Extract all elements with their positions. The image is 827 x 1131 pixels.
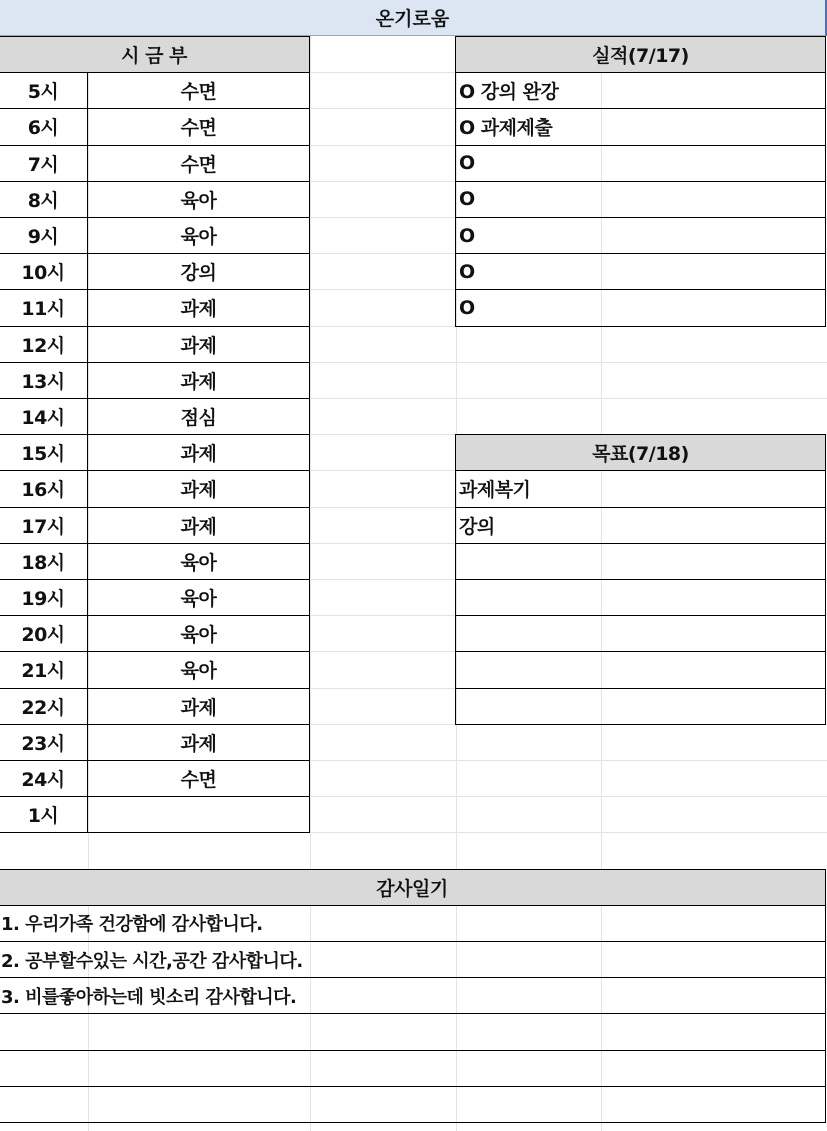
schedule-activity-cell[interactable]: 점심 (87, 398, 310, 435)
schedule-activity-cell[interactable]: 강의 (87, 253, 310, 290)
schedule-activity-cell[interactable]: 과제 (87, 362, 310, 399)
schedule-time-cell[interactable]: 5시 (0, 72, 88, 109)
goal-item[interactable] (455, 543, 826, 580)
goal-item[interactable] (455, 651, 826, 688)
schedule-time-cell[interactable]: 6시 (0, 108, 88, 145)
schedule-time-cell[interactable]: 13시 (0, 362, 88, 399)
schedule-time-cell[interactable]: 24시 (0, 760, 88, 797)
schedule-time-cell[interactable]: 20시 (0, 615, 88, 652)
sheet-title[interactable]: 온기로움 (0, 0, 827, 36)
schedule-time-cell[interactable]: 11시 (0, 289, 88, 326)
goal-item[interactable] (455, 688, 826, 725)
gratitude-item[interactable] (0, 1050, 826, 1087)
schedule-activity-cell[interactable]: 과제 (87, 434, 310, 471)
gratitude-item[interactable] (0, 1013, 826, 1050)
schedule-time-cell[interactable]: 16시 (0, 470, 88, 507)
goals-header[interactable]: 목표(7/18) (455, 434, 826, 471)
schedule-activity-cell[interactable]: 수면 (87, 72, 310, 109)
goal-item[interactable]: 강의 (455, 507, 826, 544)
schedule-time-cell[interactable]: 17시 (0, 507, 88, 544)
schedule-activity-cell[interactable] (87, 796, 310, 833)
achievements-header[interactable]: 실적(7/17) (455, 36, 826, 73)
schedule-time-cell[interactable]: 9시 (0, 217, 88, 254)
gratitude-item[interactable]: 2. 공부할수있는 시간,공간 감사합니다. (0, 941, 826, 978)
schedule-time-cell[interactable]: 23시 (0, 724, 88, 761)
gratitude-item[interactable]: 1. 우리가족 건강함에 감사합니다. (0, 905, 826, 942)
schedule-activity-cell[interactable]: 과제 (87, 724, 310, 761)
schedule-time-cell[interactable]: 21시 (0, 651, 88, 688)
schedule-activity-cell[interactable]: 과제 (87, 326, 310, 363)
schedule-activity-cell[interactable]: 과제 (87, 289, 310, 326)
schedule-time-cell[interactable]: 14시 (0, 398, 88, 435)
schedule-activity-cell[interactable]: 육아 (87, 579, 310, 616)
schedule-time-cell[interactable]: 15시 (0, 434, 88, 471)
schedule-time-cell[interactable]: 12시 (0, 326, 88, 363)
schedule-activity-cell[interactable]: 과제 (87, 688, 310, 725)
gratitude-item[interactable]: 3. 비를좋아하는데 빗소리 감사합니다. (0, 977, 826, 1014)
schedule-activity-cell[interactable]: 수면 (87, 108, 310, 145)
schedule-time-cell[interactable]: 8시 (0, 181, 88, 218)
schedule-activity-cell[interactable]: 수면 (87, 145, 310, 182)
achievement-item[interactable]: O 과제제출 (455, 108, 826, 145)
achievement-item[interactable]: O (455, 145, 826, 182)
gratitude-item[interactable] (0, 1086, 826, 1123)
achievement-item[interactable]: O (455, 289, 826, 326)
schedule-time-cell[interactable]: 22시 (0, 688, 88, 725)
schedule-activity-cell[interactable]: 육아 (87, 181, 310, 218)
achievement-item[interactable]: O (455, 217, 826, 254)
goal-item[interactable] (455, 615, 826, 652)
schedule-time-cell[interactable]: 1시 (0, 796, 88, 833)
achievement-item[interactable]: O (455, 253, 826, 290)
gratitude-header[interactable]: 감사일기 (0, 869, 826, 906)
achievement-item[interactable]: O (455, 181, 826, 218)
schedule-activity-cell[interactable]: 육아 (87, 651, 310, 688)
schedule-header[interactable]: 시 금 부 (0, 36, 310, 73)
achievement-item[interactable]: O 강의 완강 (455, 72, 826, 109)
goal-item[interactable] (455, 579, 826, 616)
schedule-time-cell[interactable]: 18시 (0, 543, 88, 580)
schedule-activity-cell[interactable]: 육아 (87, 615, 310, 652)
schedule-time-cell[interactable]: 10시 (0, 253, 88, 290)
schedule-activity-cell[interactable]: 육아 (87, 217, 310, 254)
schedule-activity-cell[interactable]: 과제 (87, 470, 310, 507)
schedule-time-cell[interactable]: 19시 (0, 579, 88, 616)
schedule-activity-cell[interactable]: 수면 (87, 760, 310, 797)
schedule-activity-cell[interactable]: 과제 (87, 507, 310, 544)
schedule-time-cell[interactable]: 7시 (0, 145, 88, 182)
goal-item[interactable]: 과제복기 (455, 470, 826, 507)
schedule-activity-cell[interactable]: 육아 (87, 543, 310, 580)
